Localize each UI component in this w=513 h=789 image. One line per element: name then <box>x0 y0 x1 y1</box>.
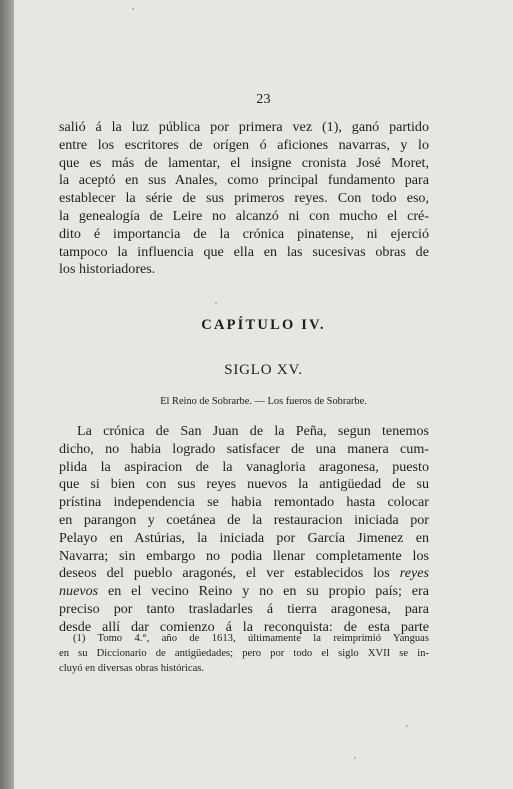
text-line: que si bien con sus reyes nuevos la antigüedad de su <box>59 476 429 493</box>
text-line: tampoco la influencia que ella en las sucesivas obras de <box>59 243 429 260</box>
text-line: desde allí dar comienzo á la reconquista: de esta parte <box>59 618 429 635</box>
text-line: Pelayo en Astúrias, la iniciada por García Jimenez en <box>59 529 429 546</box>
page-gutter-shadow <box>0 0 14 789</box>
chapter-title: CAPÍTULO IV. <box>201 317 326 333</box>
text-line <box>59 565 429 583</box>
text-line: dicho, no habia logrado satisfacer de una manera cum- <box>59 440 429 457</box>
text-line: La crónica de San Juan de la Peña, segun tenemos <box>77 423 429 439</box>
text-line: establecer la série de sus primeros reyes. Con todo eso, <box>59 190 429 207</box>
paragraph-continuation <box>59 119 429 279</box>
page-number: 23 <box>256 92 271 107</box>
book-page <box>14 0 513 789</box>
section-title: SIGLO XV. <box>224 362 303 378</box>
paper-speck <box>406 725 408 727</box>
text-line: la aceptó en sus Anales, como principal fundamento para <box>59 172 429 189</box>
footnote-line: cluyó en diversas obras históricas. <box>59 663 205 674</box>
chapter-subheading: El Reino de Sobrarbe. — Los fueros de Sobrarbe. <box>160 396 367 407</box>
text-line: entre los escritores de orígen ó aficiones navarras, y lo <box>59 136 429 153</box>
italic-phrase: nuevos <box>59 583 99 600</box>
text-line: la genealogía de Leire no alcanzó ni con mucho el cré- <box>59 207 429 224</box>
text-line: prístina independencia se habia remontado hasta colocar <box>59 494 429 511</box>
text-line: Navarra; sin embargo no podia llenar completamente los <box>59 547 429 564</box>
paper-speck <box>132 8 134 10</box>
italic-phrase: reyes <box>399 565 430 582</box>
footnote <box>59 631 429 676</box>
text-line-part: en el vecino Reino y no en su propio país; era <box>108 583 429 600</box>
text-line: preciso por tanto trasladarles á tierra aragonesa, para <box>59 600 429 617</box>
text-line: salió á la luz pública por primera vez (1), ganó partido <box>59 119 429 135</box>
text-line-part: deseos del pueblo aragonés, el ver establecidos los <box>59 565 390 582</box>
text-line: que es más de lamentar, el insigne cronista José Moret, <box>59 154 429 171</box>
paragraph-chapter-opening <box>59 423 429 637</box>
text-line: los historiadores. <box>59 261 156 278</box>
text-line: en parangon y coetánea de la restauracion iniciada por <box>59 511 429 528</box>
footnote-line: (1) Tomo 4.°, año de 1613, últimamente la reimprimió Yanguas <box>73 633 429 644</box>
text-line: plida la aspiracion de la vanagloria aragonesa, puesto <box>59 458 429 475</box>
text-line: dito é importancia de la crónica pinatense, ni ejerció <box>59 225 429 242</box>
text-line <box>59 583 429 601</box>
paper-speck <box>215 302 217 304</box>
paper-speck <box>354 757 356 759</box>
footnote-line: en su Diccionario de antigüedades; pero por todo el siglo XVII se in- <box>59 648 429 659</box>
